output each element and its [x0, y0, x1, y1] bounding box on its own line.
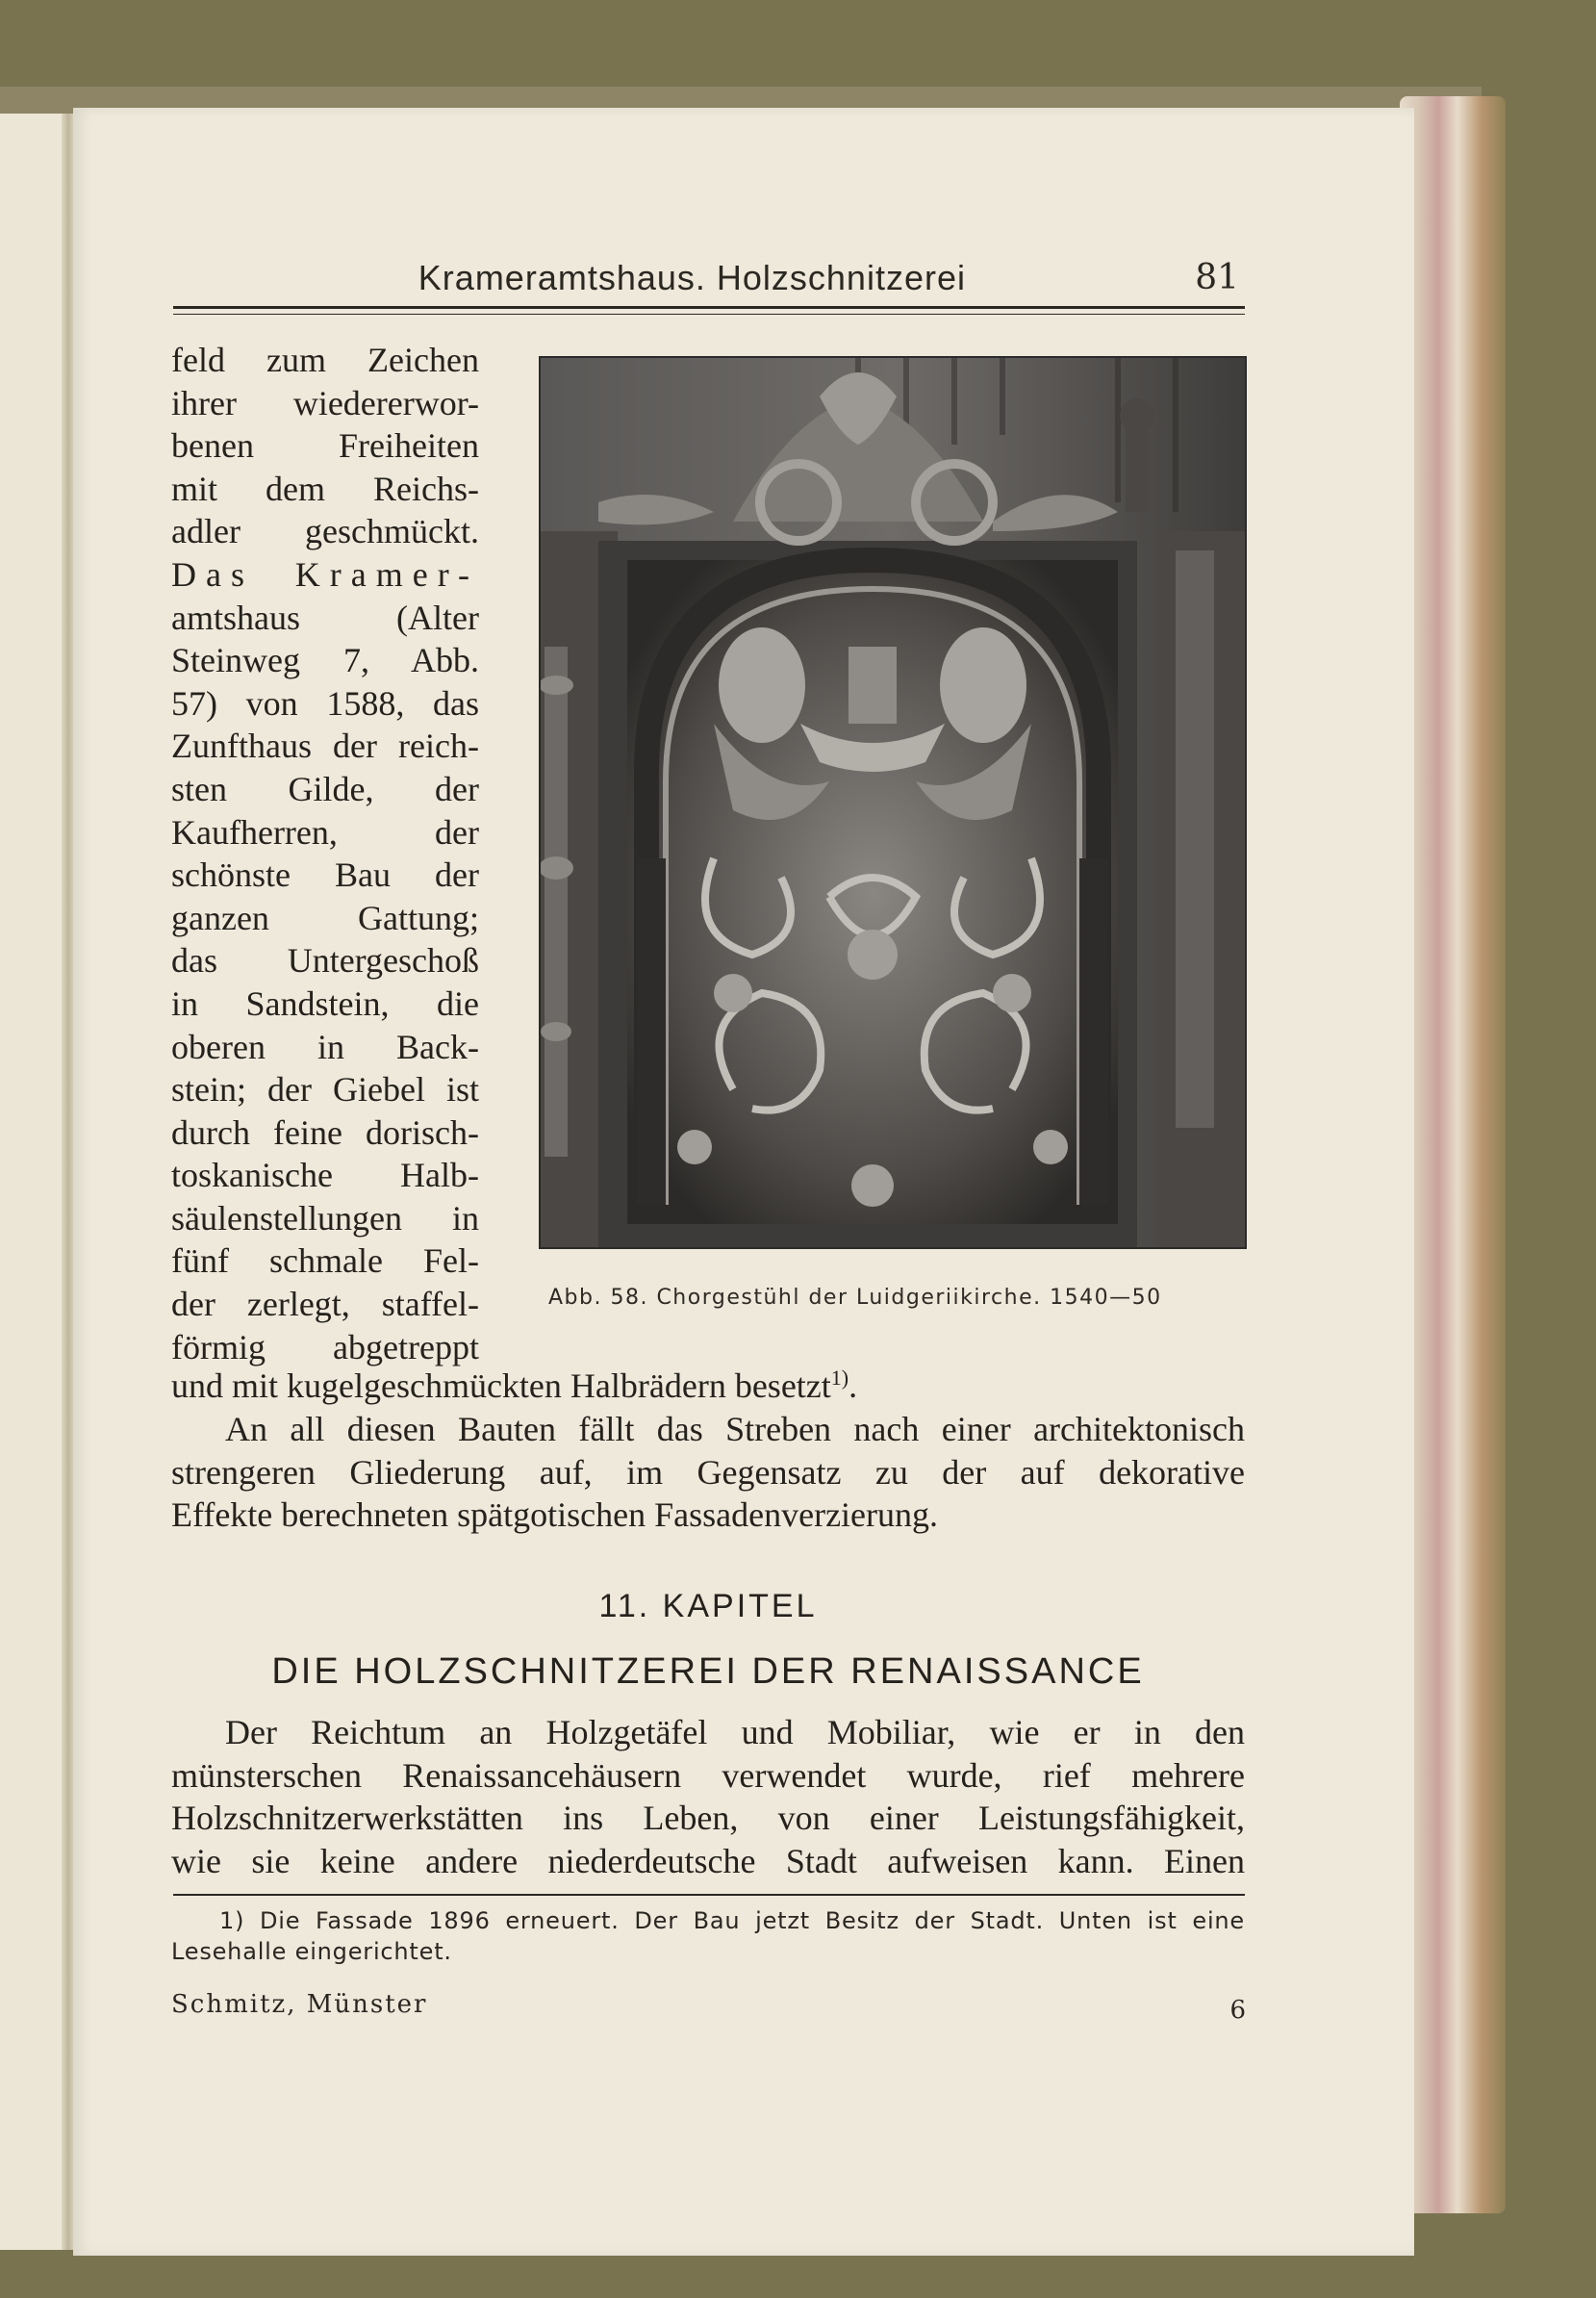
text-line: mit dem Reichs- — [171, 469, 479, 508]
figure-caption: Abb. 58. Chorgestühl der Luidgeriikirche. 1540—50 — [548, 1286, 1162, 1310]
footnote-line: 1) Die Fassade 1896 erneuert. Der Bau jetzt Besitz der Stadt. Unten ist eine — [219, 1907, 1245, 1934]
chapter-number: 11. KAPITEL — [598, 1588, 818, 1624]
running-title: Krameramtshaus. Holzschnitzerei — [418, 258, 966, 297]
page-stack-edge — [1400, 96, 1506, 2213]
text-line: An all diesen Bauten fällt das Streben nach einer architektonisch — [225, 1410, 1245, 1448]
text-line: das Untergeschoß — [171, 941, 479, 981]
text-line: durch feine dorisch- — [171, 1112, 479, 1152]
text-line: ganzen Gattung; — [171, 898, 479, 937]
sheet-number: 6 — [1229, 1996, 1246, 2025]
text-line: Kaufherren, der — [171, 812, 479, 852]
text-line: Zunfthaus der reich- — [171, 727, 479, 766]
paragraph-2 — [171, 1408, 1245, 1537]
text-line: sten Gilde, der — [171, 769, 479, 808]
footnote-rule — [173, 1894, 1245, 1896]
column-text — [171, 339, 479, 1368]
printer-signature: Schmitz, Münster — [171, 1990, 428, 2019]
text-line — [171, 1365, 1245, 1408]
text-line: der zerlegt, staffel- — [171, 1285, 479, 1324]
text-line: benen Freiheiten — [171, 426, 479, 466]
text-line: fünf schmale Fel- — [171, 1241, 479, 1281]
text-line: säulenstellungen in — [171, 1198, 479, 1238]
chapter-title: DIE HOLZSCHNITZEREI DER RENAISSANCE — [271, 1651, 1145, 1692]
footnote-ref: 1) — [830, 1366, 849, 1390]
text-line: adler geschmückt. — [171, 512, 479, 551]
header-rule-thin — [173, 314, 1245, 315]
text-line: Holzschnitzerwerkstätten ins Leben, von einer Leistungsfähigkeit, — [171, 1799, 1245, 1838]
text-line: amtshaus (Alter — [171, 598, 479, 637]
paragraph-3 — [171, 1711, 1245, 1882]
text-line: oberen in Back- — [171, 1027, 479, 1066]
carved-choir-stall-photo — [539, 356, 1247, 1249]
text-line: schönste Bau der — [171, 855, 479, 895]
text-line: strengeren Gliederung auf, im Gegensatz zu der auf dekorative — [171, 1452, 1245, 1492]
text-line: münsterschen Renaissancehäusern verwendet wurde, rief mehrere — [171, 1755, 1245, 1795]
left-page — [0, 114, 69, 2250]
footnote — [171, 1905, 1245, 1967]
text-line: Steinweg 7, Abb. — [171, 641, 479, 680]
text-line: in Sandstein, die — [171, 983, 479, 1023]
text-line: wie sie keine andere niederdeutsche Stadt aufweisen kann. Einen — [171, 1841, 1245, 1880]
text-line: förmig abgetreppt — [171, 1327, 479, 1366]
text-run: und mit kugelgeschmückten Halbrädern besetzt — [171, 1366, 831, 1405]
text-line: Das Kramer- — [171, 554, 479, 594]
text-line: stein; der Giebel ist — [171, 1070, 479, 1110]
text-line: toskanische Halb- — [171, 1156, 479, 1195]
text-line: 57) von 1588, das — [171, 683, 479, 723]
text-run: . — [849, 1366, 858, 1405]
text-line: ihrer wiedererwor- — [171, 383, 479, 422]
page-number: 81 — [1195, 258, 1239, 297]
text-line: Der Reichtum an Holzgetäfel und Mobiliar, wie er in den — [225, 1713, 1245, 1751]
text-line: Effekte berechneten spätgotischen Fassadenverzierung. — [171, 1495, 939, 1535]
running-header — [173, 258, 1245, 306]
paragraph-1 — [171, 1365, 1245, 1408]
text-line: feld zum Zeichen — [171, 341, 479, 379]
header-rule-thick — [173, 306, 1245, 309]
footnote-line: Lesehalle eingerichtet. — [171, 1938, 452, 1965]
